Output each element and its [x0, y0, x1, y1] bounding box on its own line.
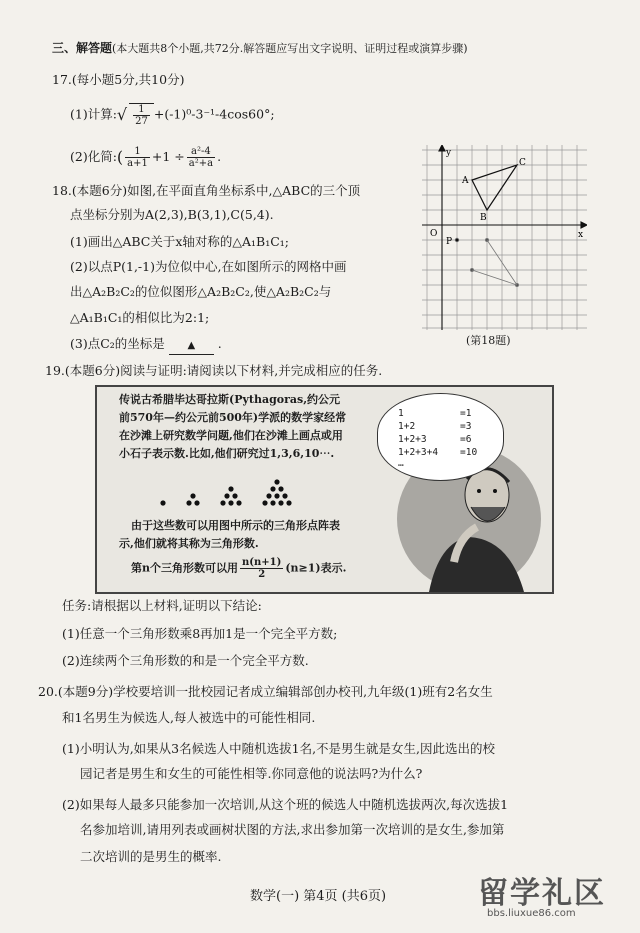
reading-line-5: 由于这些数可以用图中所示的三角形点阵表	[131, 519, 340, 532]
q20-line1: 20.(本题9分)学校要培训一批校园记者成立编辑部创办校刊,九年级(1)班有2名女生	[38, 684, 493, 699]
point-p-label: P	[446, 237, 453, 247]
section-title: 三、解答题	[52, 41, 113, 55]
q17-part2: (2)化简:( $\frac{1}{a+1}$ +1 ÷ $\frac{\text{a²-4}}{\text{a²+a}}$ .	[70, 146, 222, 169]
q17-sqrt	[129, 103, 154, 127]
coordinate-grid-figure	[422, 145, 587, 330]
bubble-val-4: =10	[460, 447, 478, 458]
bubble-expr-2: 1+2	[398, 421, 416, 432]
bubble-row-5	[398, 460, 404, 471]
q17-frac2-den: a²+a	[188, 158, 214, 169]
q17-part2-label: (2)化简:	[70, 149, 117, 164]
reading-line-4: 小石子表示数.比如,他们研究过1,3,6,10⋯.	[119, 447, 335, 460]
q20-line4: 园记者是男生和女生的可能性相等.你同意他的说法吗?为什么?	[80, 766, 423, 781]
reading-line-6: 示,他们就将其称为三角形数.	[119, 537, 259, 550]
q18-line6: △A₁B₁C₁的相似比为2:1;	[70, 310, 210, 325]
point-c-label: C	[519, 158, 526, 168]
formula-pre: 第n个三角形数可以用	[131, 561, 238, 575]
figure-caption: (第18题)	[466, 334, 511, 347]
q17-part2-mid: +1 ÷	[151, 149, 185, 164]
q18-line4: (2)以点P(1,-1)为位似中心,在如图所示的网格中画	[70, 259, 347, 274]
bubble-expr-1: 1	[398, 408, 404, 419]
q18-line5: 出△A₂B₂C₂的位似图形△A₂B₂C₂,使△A₂B₂C₂与	[70, 284, 332, 299]
bubble-row-1	[398, 408, 472, 419]
section-note: (本大题共8个小题,共72分.解答题应写出文字说明、证明过程或演算步骤)	[112, 42, 468, 55]
bubble-row-2	[398, 421, 472, 432]
q17-part1-rest: +(-1)⁰-3⁻¹-4cos60°;	[153, 106, 275, 122]
q17-frac2	[187, 146, 215, 169]
thought-bubble	[377, 393, 504, 481]
formula-num: n(n+1)	[242, 557, 282, 568]
bubble-expr-4: 1+2+3+4	[398, 447, 439, 458]
triangle-abc	[472, 165, 517, 210]
q18-line2: 点坐标分别为A(2,3),B(3,1),C(5,4).	[70, 207, 274, 222]
bubble-row-4	[398, 447, 478, 458]
origin-label: O	[430, 229, 438, 239]
q17-heading: 17.(每小题5分,共10分)	[52, 72, 185, 87]
reading-material-box	[95, 385, 554, 594]
q17-sqrt-den: 27	[135, 116, 148, 127]
point-a-label: A	[462, 176, 469, 186]
formula-den: 2	[258, 569, 266, 580]
q19-task: 任务:请根据以上材料,证明以下结论:	[62, 598, 262, 613]
q18-line7-text: (3)点C₂的坐标是	[70, 336, 165, 351]
q20-line3: (1)小明认为,如果从3名候选人中随机选拔1名,不是男生就是女生,因此选出的校	[62, 741, 496, 756]
q20-line2: 和1名男生为候选人,每人被选中的可能性相同.	[62, 710, 316, 725]
bubble-expr-3: 1+2+3	[398, 434, 427, 445]
reading-line-3: 在沙滩上研究数学问题,他们在沙滩上画点或用	[119, 429, 343, 442]
q18-line3: (1)画出△ABC关于x轴对称的△A₁B₁C₁;	[70, 234, 290, 249]
bubble-val-3: =6	[460, 434, 472, 445]
formula-post: (n≥1)表示.	[285, 561, 347, 575]
axis-y-label: y	[446, 148, 452, 158]
q20-line5: (2)如果每人最多只能参加一次培训,从这个班的候选人中随机选拔两次,每次选拔1	[62, 797, 509, 812]
point-b-label: B	[480, 213, 487, 223]
bubble-expr-5: ⋯	[398, 460, 404, 471]
q17-part2-end: .	[217, 149, 222, 164]
q18-line7-end: .	[217, 336, 222, 351]
triangular-dot-arrays	[157, 479, 317, 509]
q19-task-1: (1)任意一个三角形数乘8再加1是一个完全平方数;	[62, 626, 338, 641]
q18-line1: 18.(本题6分)如图,在平面直角坐标系中,△ABC的三个顶	[52, 183, 361, 198]
watermark-logo: 留学礼区	[478, 876, 606, 911]
reading-formula	[131, 557, 346, 580]
answer-blank	[169, 336, 214, 355]
reading-line-1: 传说古希腊毕达哥拉斯(Pythagoras,约公元	[119, 393, 341, 406]
watermark-url: bbs.liuxue86.com	[487, 908, 576, 919]
q17-part1-label: (1)计算:	[70, 106, 117, 122]
answer-triangle-icon: ▲	[187, 340, 196, 351]
q17-frac1-num: 1	[125, 146, 150, 158]
bubble-row-3	[398, 434, 472, 445]
q19-task-2: (2)连续两个三角形数的和是一个完全平方数.	[62, 653, 309, 668]
bubble-val-1: =1	[460, 408, 472, 419]
bubble-val-2: =3	[460, 421, 472, 432]
section-heading	[52, 40, 468, 57]
q17-sqrt-num: 1	[133, 104, 150, 116]
q19-heading: 19.(本题6分)阅读与证明:请阅读以下材料,并完成相应的任务.	[45, 363, 383, 378]
q20-line7: 二次培训的是男生的概率.	[80, 849, 222, 864]
q17-frac1-den: a+1	[127, 158, 148, 169]
page-footer: 数学(一) 第4页 (共6页)	[250, 889, 387, 904]
q20-line6: 名参加培训,请用列表或画树状图的方法,求出参加第一次培训的是女生,参加第	[80, 822, 505, 837]
q17-frac1	[125, 146, 150, 169]
q17-part1: (1)计算:√ $\frac{1}{27}$ +(-1)⁰-3⁻¹-4cos60°;	[70, 104, 275, 127]
q17-frac2-num: a²-4	[187, 146, 215, 158]
axis-x-label: x	[578, 230, 584, 240]
reading-line-2: 前570年—约公元前500年)学派的数学家经常	[119, 411, 347, 424]
q18-line7	[70, 336, 222, 355]
